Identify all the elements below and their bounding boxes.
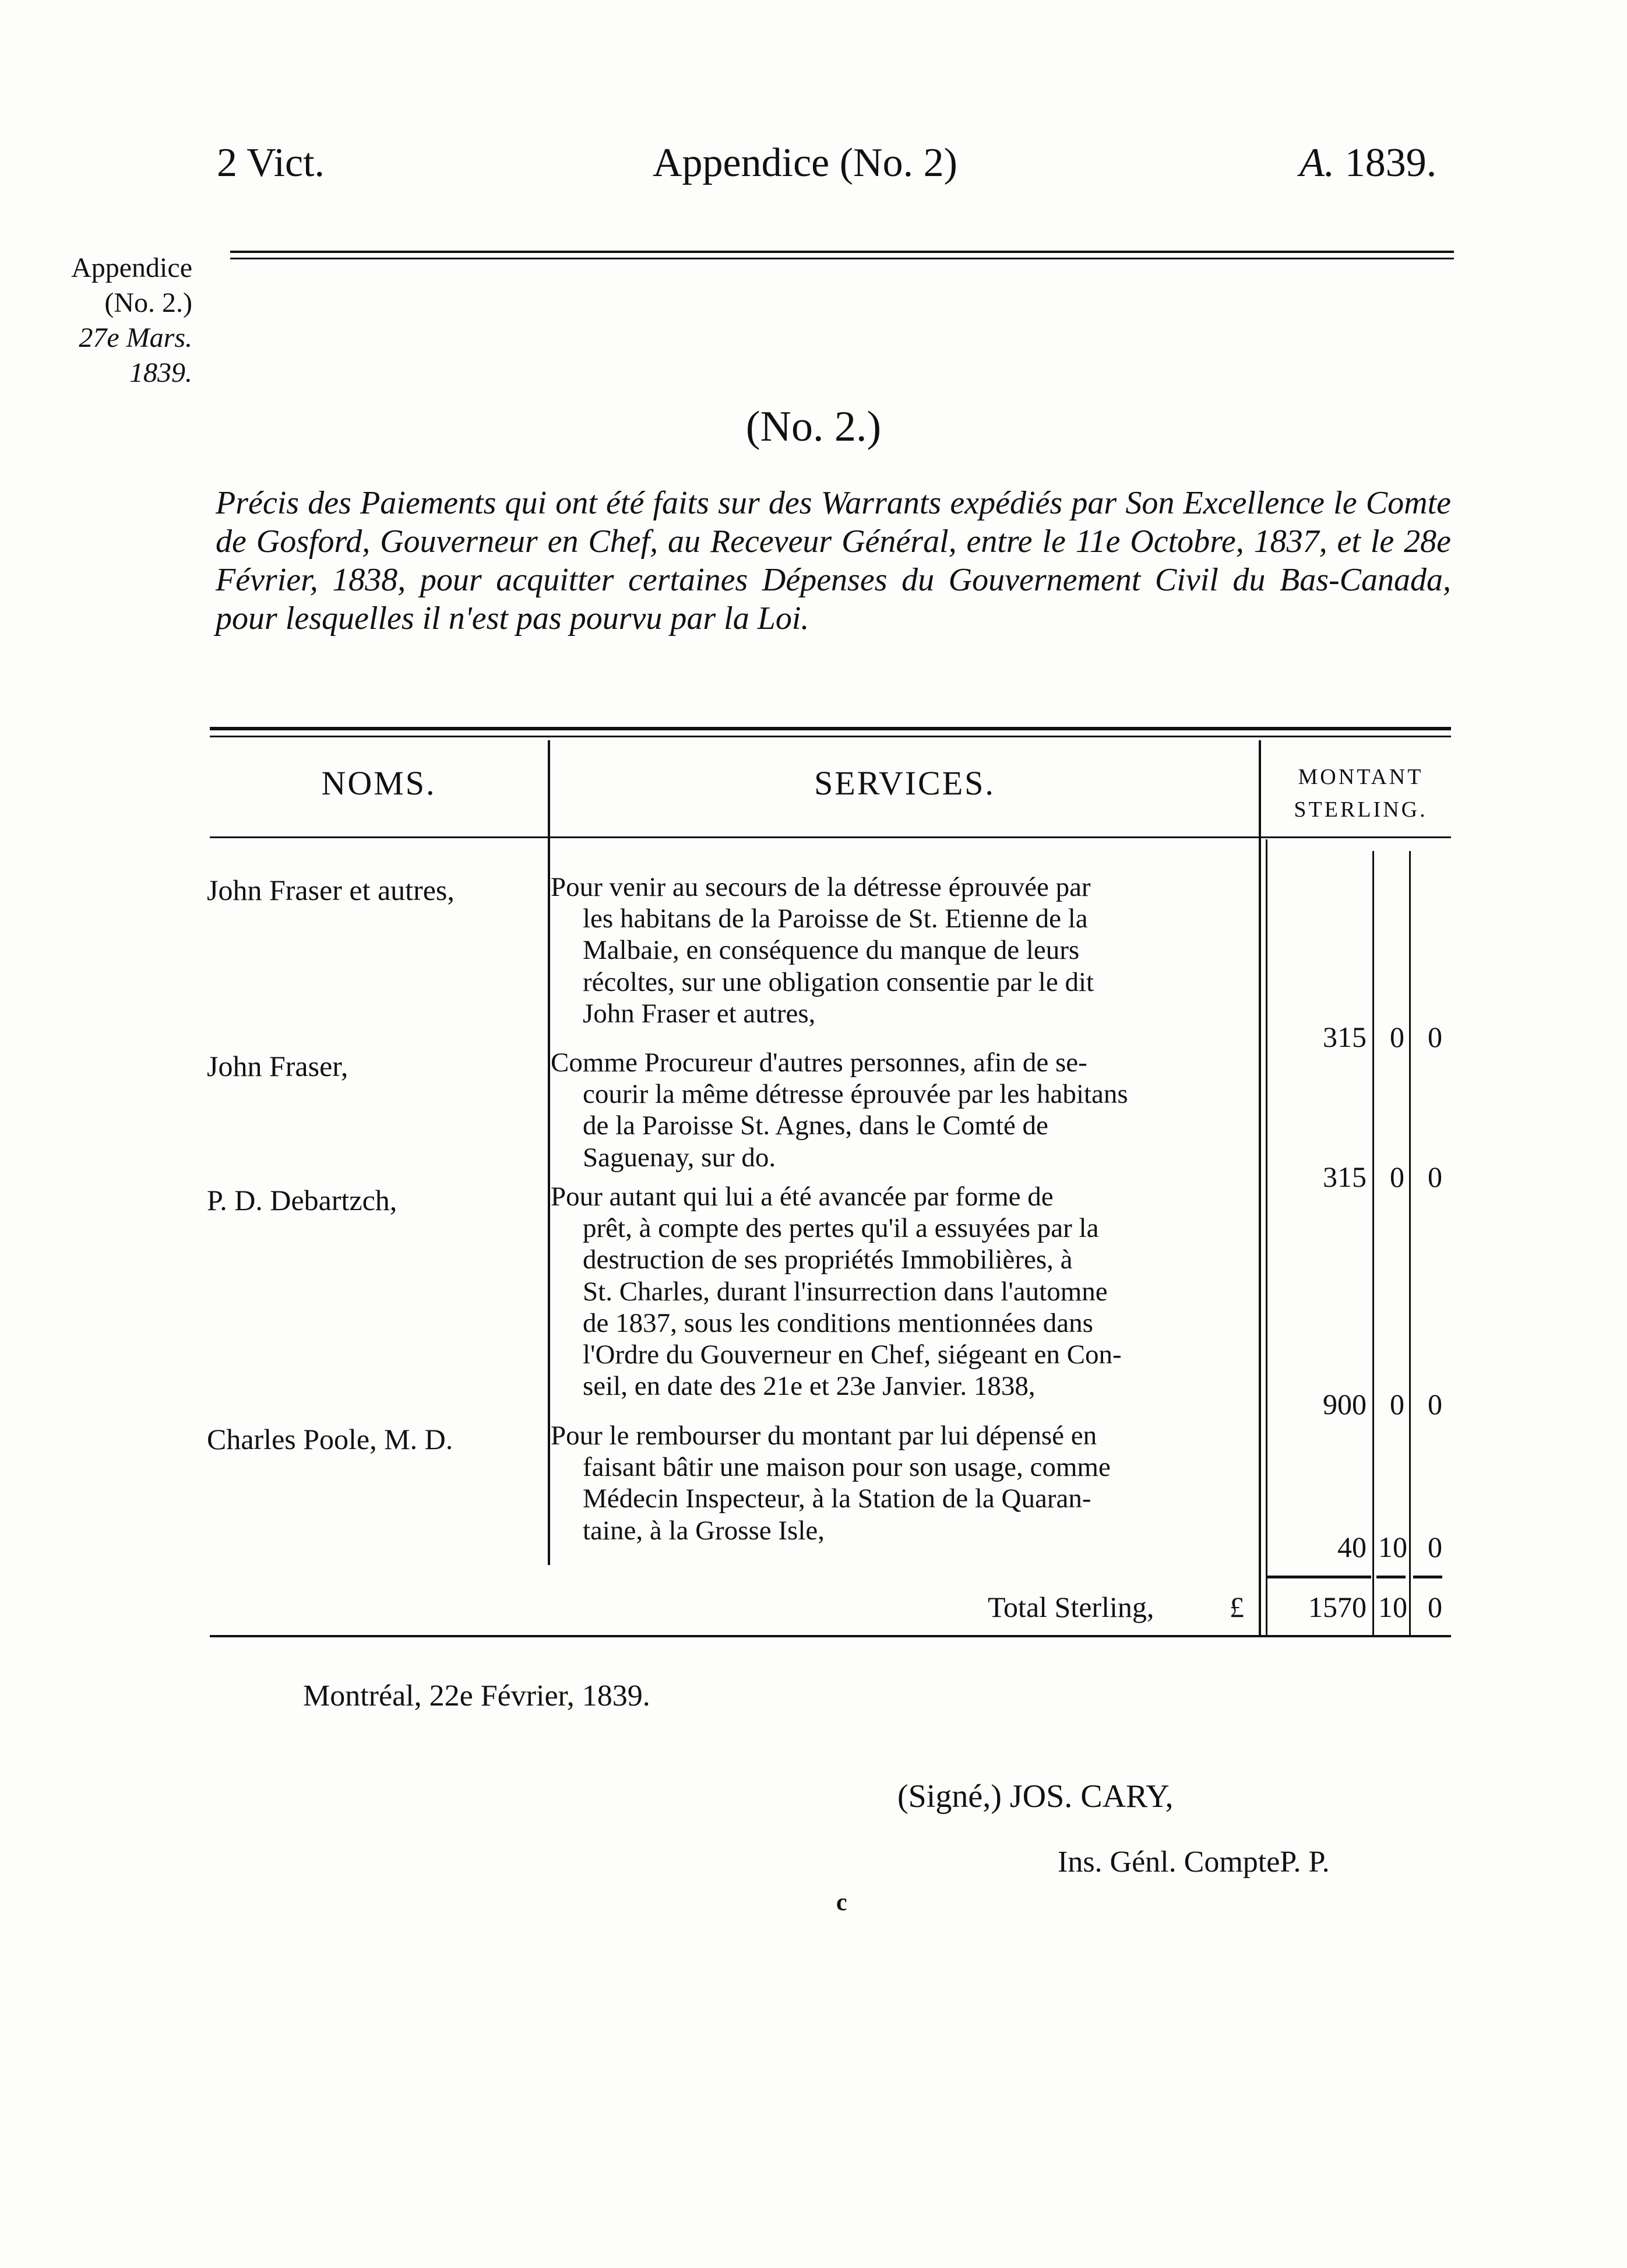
column-header-services: SERVICES.: [814, 764, 995, 802]
total-rule-shillings: [1376, 1576, 1406, 1578]
header-session-year: [1300, 140, 1436, 187]
table-row-1-service: [551, 871, 1259, 1029]
column-header-names: NOMS.: [321, 764, 436, 802]
total-rule-pence: [1413, 1576, 1442, 1578]
precis-paragraph: Précis des Paiements qui ont été faits sur des Warrants expédiés par Son Excellence le Comte de Gosford, Gouverneur en Chef, au Receveur Général, entre le 11e Octobre, 1837, et le 28e Février, 1838, pour acquitter certaines Dépenses du Gouvernement Civil du Bas-Canada, pour lesquelles il n'est pas pourvu par la Loi.: [216, 485, 1451, 637]
signatory-title: Ins. Génl. CompteP. P.: [1058, 1845, 1330, 1879]
service-line: Pour venir au secours de la détresse éprouvée par: [551, 872, 1091, 902]
table-row-3-service: [551, 1181, 1259, 1402]
total-pence: 0: [1428, 1591, 1442, 1623]
service-line: Comme Procureur d'autres personnes, afin de se-: [551, 1047, 1087, 1078]
table-rule-top-thin: [210, 736, 1451, 737]
service-line: récoltes, sur une obligation consentie par le dit: [583, 966, 1094, 997]
service-line: taine, à la Grosse Isle,: [583, 1515, 825, 1546]
header-session-letter: A.: [1300, 140, 1335, 185]
total-shillings: 10: [1378, 1591, 1407, 1623]
service-line: St. Charles, durant l'insurrection dans l'automne: [583, 1276, 1108, 1307]
margin-note-year: 1839.: [129, 357, 192, 388]
service-line: de 1837, sous les conditions mentionnées dans: [583, 1307, 1093, 1338]
service-line: les habitans de la Paroisse de St. Etienne de la: [583, 903, 1088, 934]
table-row-4-shillings: 10: [1378, 1531, 1407, 1563]
total-label: Total Sterling,: [988, 1591, 1154, 1623]
header-title: Appendice (No. 2): [653, 140, 957, 185]
header-rule-bottom: [230, 258, 1454, 259]
table-row-1-pence: 0: [1428, 1021, 1442, 1053]
header-rule-top: [230, 251, 1454, 253]
column-divider-names: [548, 740, 550, 1565]
header-year: 1839.: [1344, 140, 1437, 185]
table-row-2-pence: 0: [1428, 1161, 1442, 1193]
column-header-amount: [1267, 761, 1454, 826]
table-bottom-rule: [210, 1635, 1451, 1637]
service-line: Pour le rembourser du montant par lui dépensé en: [551, 1420, 1097, 1451]
service-line: Pour autant qui lui a été avancée par forme de: [551, 1182, 1054, 1212]
document-number: (No. 2.): [745, 403, 882, 451]
table-row-1-shillings: 0: [1390, 1021, 1404, 1053]
table-row-3-shillings: 0: [1390, 1388, 1404, 1420]
column-header-amount-line2: STERLING.: [1294, 797, 1428, 822]
service-line: seil, en date des 21e et 23e Janvier. 1838,: [583, 1371, 1036, 1402]
table-row-3-pence: 0: [1428, 1388, 1442, 1420]
column-header-amount-line1: MONTANT: [1298, 765, 1424, 789]
table-row-2-shillings: 0: [1390, 1161, 1404, 1193]
table-row-1-pounds: 315: [1323, 1021, 1367, 1053]
column-divider-shillings: [1409, 851, 1411, 1635]
total-currency: £: [1230, 1591, 1244, 1623]
service-line: Malbaie, en conséquence du manque de leurs: [583, 935, 1080, 966]
table-row-4-pounds: 40: [1337, 1531, 1367, 1563]
total-rule-pounds: [1267, 1576, 1371, 1578]
margin-note-date: 27e Mars.: [79, 322, 192, 353]
column-divider-services-inner: [1266, 839, 1267, 1635]
table-row-2-pounds: 315: [1323, 1161, 1367, 1193]
service-line: l'Ordre du Gouverneur en Chef, siégeant en Con-: [583, 1339, 1122, 1370]
margin-note-line2: (No. 2.): [104, 287, 192, 318]
service-line: Saguenay, sur do.: [583, 1142, 776, 1173]
table-row-2-service: [551, 1047, 1259, 1173]
service-line: faisant bâtir une maison pour son usage, comme: [583, 1452, 1111, 1483]
column-divider-services: [1259, 740, 1261, 1635]
signature-line: (Signé,) JOS. CARY,: [897, 1778, 1174, 1815]
place-date: Montréal, 22e Février, 1839.: [303, 1679, 650, 1713]
service-line: prêt, à compte des pertes qu'il a essuyées par la: [583, 1213, 1099, 1244]
table-row-2-name: John Fraser,: [207, 1050, 348, 1082]
service-line: courir la même détresse éprouvée par les habitans: [583, 1079, 1128, 1110]
margin-note: [35, 251, 192, 391]
table-row-4-pence: 0: [1428, 1531, 1442, 1563]
table-row-4-name: Charles Poole, M. D.: [207, 1423, 453, 1455]
table-row-3-name: P. D. Debartzch,: [207, 1184, 397, 1216]
column-divider-pounds: [1372, 851, 1374, 1635]
margin-note-line1: Appendice: [71, 252, 192, 283]
service-line: John Fraser et autres,: [583, 998, 816, 1029]
service-line: Médecin Inspecteur, à la Station de la Quaran-: [583, 1483, 1091, 1514]
table-row-1-name: John Fraser et autres,: [207, 874, 455, 906]
service-line: de la Paroisse St. Agnes, dans le Comté de: [583, 1110, 1048, 1141]
table-rule-top-thick: [210, 727, 1451, 730]
total-pounds: 1570: [1308, 1591, 1367, 1623]
folio-mark: c: [836, 1889, 847, 1916]
table-row-4-service: [551, 1420, 1259, 1546]
table-row-3-pounds: 900: [1323, 1388, 1367, 1420]
service-line: destruction de ses propriétés Immobilières, à: [583, 1244, 1073, 1275]
table-header-rule: [210, 836, 1451, 838]
header-regnal-year: 2 Vict.: [217, 140, 325, 185]
